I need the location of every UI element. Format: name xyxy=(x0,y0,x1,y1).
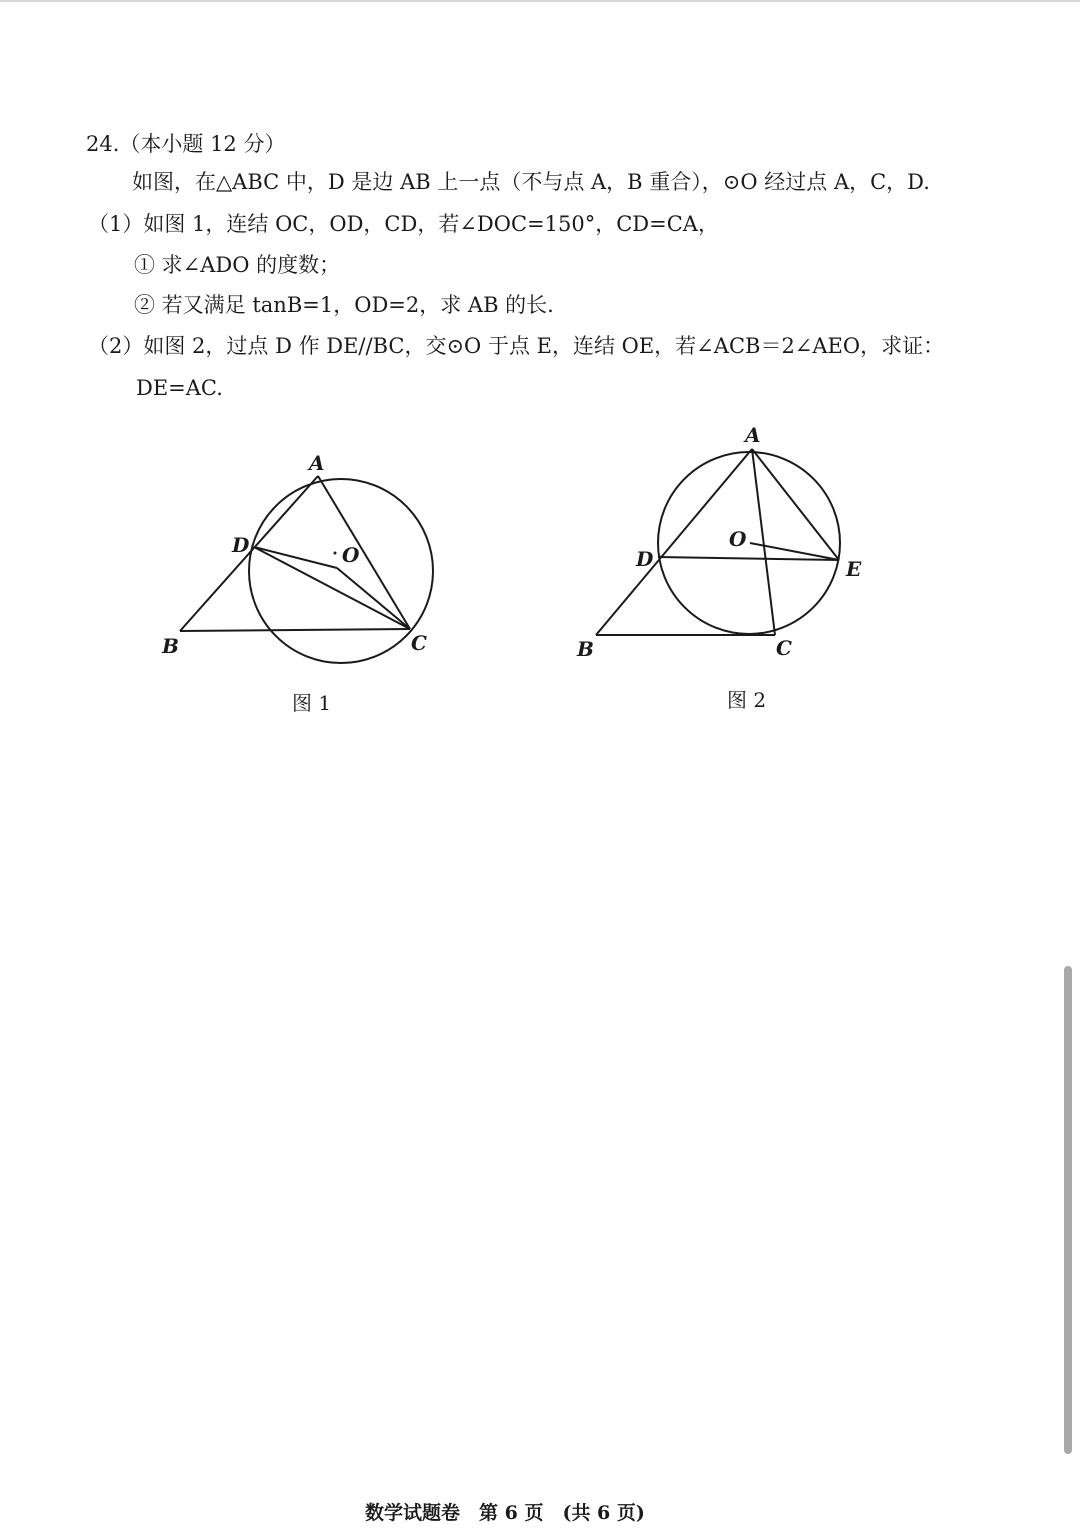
top-border xyxy=(0,0,1080,2)
fig2-segment-de xyxy=(658,557,839,560)
fig2-label-b: B xyxy=(577,637,594,661)
figure-1-caption: 图 1 xyxy=(292,691,332,715)
fig2-label-a: A xyxy=(745,423,761,447)
page-footer: 数学试题卷 第 6 页 (共 6 页) xyxy=(365,1502,645,1524)
fig2-circle xyxy=(658,452,840,634)
question-stem: 如图，在△ABC 中，D 是边 AB 上一点（不与点 A，B 重合），⊙O 经过点 A，C，D. xyxy=(132,170,930,194)
sub-question-1: ① 求∠ADO 的度数； xyxy=(134,253,341,277)
fig1-label-d: D xyxy=(232,533,250,557)
part-2: （2）如图 2，过点 D 作 DE//BC，交⊙O 于点 E，连结 OE，若∠ACB＝2∠AEO，求证： xyxy=(88,334,945,358)
vertical-scrollbar[interactable] xyxy=(1064,966,1072,1454)
figure-1-diagram xyxy=(150,440,450,680)
part-2-continued: DE=AC. xyxy=(136,376,223,400)
fig1-segment-od xyxy=(254,547,337,568)
fig1-center-dot xyxy=(334,552,337,555)
figure-2-diagram xyxy=(570,420,870,670)
fig2-label-c: C xyxy=(776,636,792,660)
figure-2-caption: 图 2 xyxy=(727,688,767,712)
question-header: 24.（本小题 12 分） xyxy=(86,132,286,156)
fig1-segment-ac xyxy=(318,476,410,629)
fig1-label-b: B xyxy=(162,634,179,658)
fig2-label-d: D xyxy=(636,547,654,571)
fig2-label-o: O xyxy=(729,527,747,551)
part-1: （1）如图 1，连结 OC，OD，CD，若∠DOC=150°，CD=CA， xyxy=(88,212,719,236)
fig2-segment-oe xyxy=(750,543,839,560)
fig1-segment-oc xyxy=(337,568,410,629)
fig1-label-c: C xyxy=(411,631,427,655)
sub-question-2: ② 若又满足 tanB=1，OD=2，求 AB 的长. xyxy=(134,293,554,317)
fig1-label-a: A xyxy=(309,451,325,475)
fig1-label-o: O xyxy=(342,543,360,567)
fig2-label-e: E xyxy=(846,557,862,581)
fig1-segment-bc xyxy=(180,629,410,631)
fig2-segment-ac xyxy=(752,449,775,635)
fig1-segment-dc xyxy=(254,547,410,629)
